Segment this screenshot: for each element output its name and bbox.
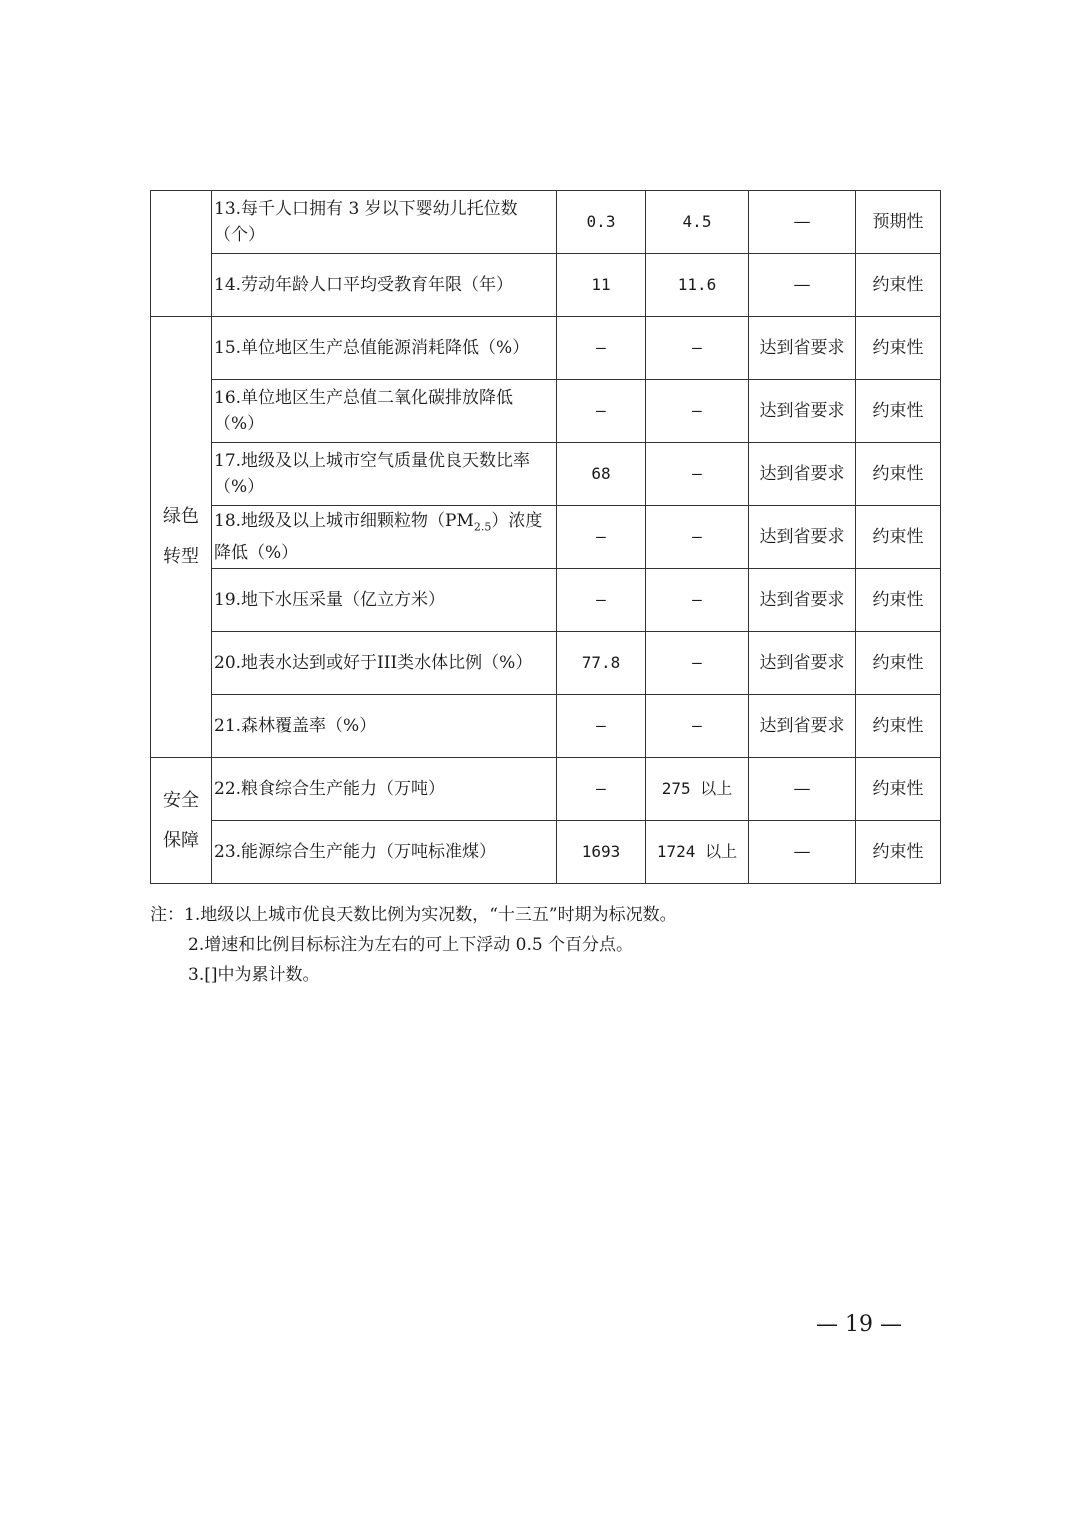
value-2020: —	[557, 758, 646, 821]
table-row	[151, 317, 941, 380]
indicator-name: 22.粮食综合生产能力（万吨）	[212, 758, 557, 821]
attribute: 约束性	[856, 569, 941, 632]
attribute: 约束性	[856, 632, 941, 695]
category-green-transition	[151, 317, 212, 758]
table-row	[151, 506, 941, 569]
category-line: 保障	[163, 829, 199, 851]
indicator-name: 16.单位地区生产总值二氧化碳排放降低（%）	[212, 380, 557, 443]
pm-subscript: 2.5	[473, 520, 492, 534]
value-2025: —	[646, 380, 749, 443]
indicator-table	[150, 190, 941, 884]
indicator-name: 17.地级及以上城市空气质量优良天数比率（%）	[212, 443, 557, 506]
table-row	[151, 569, 941, 632]
value-2025: 275 以上	[646, 758, 749, 821]
indicator-name: 23.能源综合生产能力（万吨标准煤）	[212, 821, 557, 884]
cumulative-value: 达到省要求	[749, 695, 856, 758]
value-2020: 0.3	[557, 191, 646, 254]
indicator-name-prefix: 18.地级及以上城市细颗粒物（PM	[214, 510, 474, 531]
attribute: 约束性	[856, 443, 941, 506]
indicator-name	[212, 506, 557, 569]
cumulative-value: 达到省要求	[749, 380, 856, 443]
table-row	[151, 632, 941, 695]
category-cell-empty	[151, 191, 212, 317]
cumulative-value: 达到省要求	[749, 632, 856, 695]
table-row	[151, 758, 941, 821]
table-row	[151, 254, 941, 317]
attribute: 约束性	[856, 317, 941, 380]
value-2025: —	[646, 695, 749, 758]
value-2025: —	[646, 443, 749, 506]
value-2025: —	[646, 632, 749, 695]
table-row	[151, 191, 941, 254]
cumulative-value: —	[749, 821, 856, 884]
value-2020: 77.8	[557, 632, 646, 695]
table-notes	[150, 900, 677, 990]
table-row	[151, 380, 941, 443]
cumulative-value: 达到省要求	[749, 443, 856, 506]
value-2020: —	[557, 317, 646, 380]
category-security	[151, 758, 212, 884]
attribute: 约束性	[856, 821, 941, 884]
attribute: 约束性	[856, 380, 941, 443]
page-number: — 19 —	[816, 1312, 902, 1337]
attribute: 约束性	[856, 758, 941, 821]
indicator-name: 20.地表水达到或好于III类水体比例（%）	[212, 632, 557, 695]
note-3: 3.[]中为累计数。	[188, 965, 320, 985]
value-2020: —	[557, 380, 646, 443]
indicator-name: 14.劳动年龄人口平均受教育年限（年）	[212, 254, 557, 317]
cumulative-value: 达到省要求	[749, 317, 856, 380]
note-1: 注：1.地级以上城市优良天数比例为实况数，“十三五”时期为标况数。	[150, 905, 677, 925]
category-line: 安全	[163, 789, 199, 811]
table-row	[151, 443, 941, 506]
category-line: 转型	[163, 546, 199, 567]
value-2020: —	[557, 695, 646, 758]
indicator-name: 15.单位地区生产总值能源消耗降低（%）	[212, 317, 557, 380]
cumulative-value: —	[749, 758, 856, 821]
value-2020: 1693	[557, 821, 646, 884]
value-2025: 4.5	[646, 191, 749, 254]
cumulative-value: —	[749, 254, 856, 317]
cumulative-value: 达到省要求	[749, 506, 856, 569]
value-2025: 1724 以上	[646, 821, 749, 884]
value-2020: —	[557, 506, 646, 569]
indicator-name: 19.地下水压采量（亿立方米）	[212, 569, 557, 632]
indicator-name: 21.森林覆盖率（%）	[212, 695, 557, 758]
indicator-name-suffix: ）浓度降低（%）	[214, 510, 543, 564]
value-2025: —	[646, 506, 749, 569]
value-2025: —	[646, 569, 749, 632]
attribute: 约束性	[856, 695, 941, 758]
note-2: 2.增速和比例目标标注为左右的可上下浮动 0.5 个百分点。	[188, 935, 634, 955]
value-2025: 11.6	[646, 254, 749, 317]
attribute: 预期性	[856, 191, 941, 254]
value-2020: 68	[557, 443, 646, 506]
table-row	[151, 821, 941, 884]
cumulative-value: 达到省要求	[749, 569, 856, 632]
indicator-name: 13.每千人口拥有 3 岁以下婴幼儿托位数（个）	[212, 191, 557, 254]
value-2020: —	[557, 569, 646, 632]
value-2020: 11	[557, 254, 646, 317]
table-row	[151, 695, 941, 758]
attribute: 约束性	[856, 506, 941, 569]
category-line: 绿色	[163, 506, 199, 527]
attribute: 约束性	[856, 254, 941, 317]
value-2025: —	[646, 317, 749, 380]
cumulative-value: —	[749, 191, 856, 254]
